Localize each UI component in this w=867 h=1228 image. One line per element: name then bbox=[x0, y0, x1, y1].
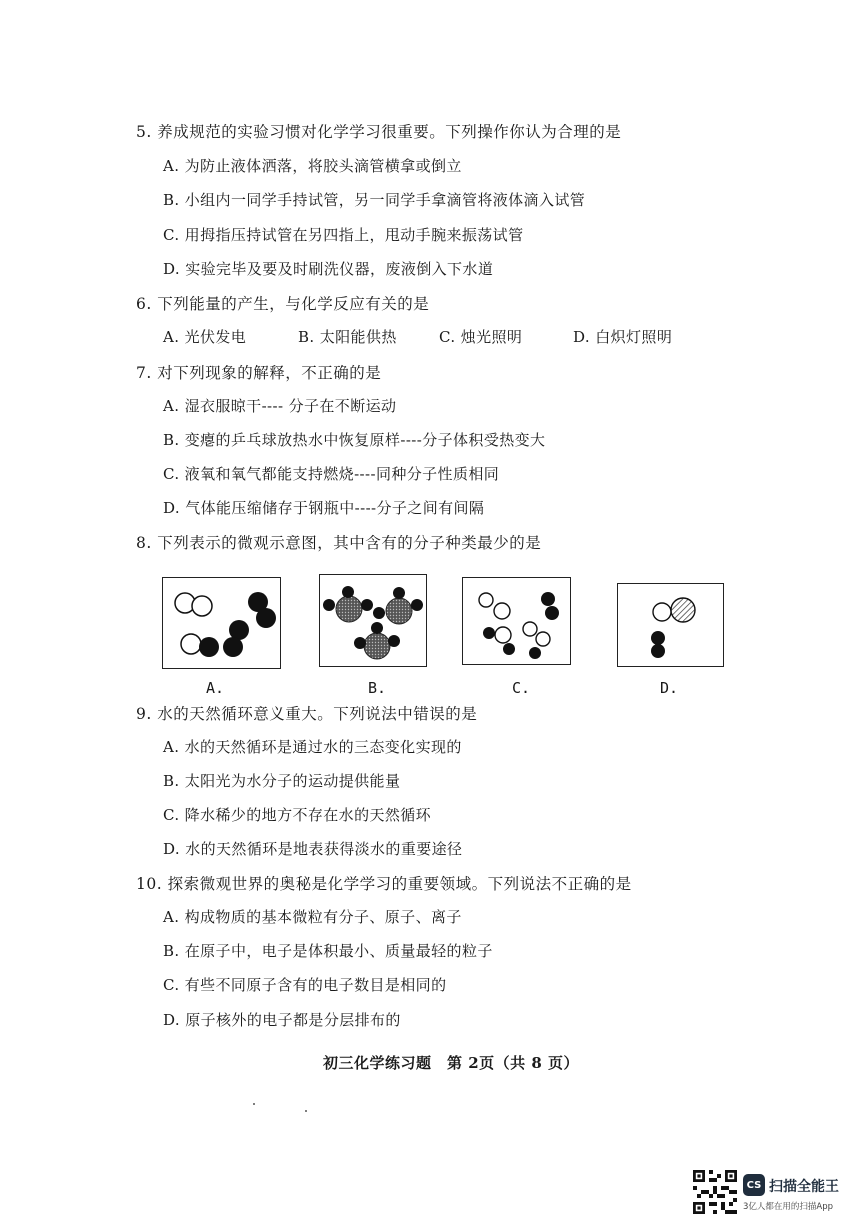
diagram-a-label: A. bbox=[206, 679, 225, 697]
diagram-d-atom-black bbox=[651, 644, 665, 658]
diagram-c-atom-black bbox=[483, 627, 495, 639]
diagram-b-atom-dotted bbox=[386, 598, 412, 624]
diagram-c-atom-white bbox=[479, 593, 493, 607]
diagram-c-atom-black bbox=[529, 647, 541, 659]
diagram-c-molecules bbox=[463, 578, 570, 664]
diagram-c-atom-white bbox=[523, 622, 537, 636]
question-5-option-a: A. 为防止液体洒落，将胶头滴管横拿或倒立 bbox=[163, 157, 462, 175]
diagram-b-atom-dotted bbox=[364, 633, 390, 659]
question-7-option-b: B. 变瘪的乒乓球放热水中恢复原样----分子体积受热变大 bbox=[163, 431, 546, 449]
question-10-stem: 10. 探索微观世界的奥秘是化学学习的重要领域。下列说法不正确的是 bbox=[136, 875, 632, 893]
scanner-brand-name: 扫描全能王 bbox=[769, 1179, 839, 1195]
diagram-a-atom-black bbox=[223, 637, 243, 657]
diagram-a-atom-white bbox=[192, 596, 212, 616]
question-6-option-a: A. 光伏发电 bbox=[163, 328, 247, 346]
diagram-b-box bbox=[319, 574, 427, 667]
question-6-stem: 6. 下列能量的产生，与化学反应有关的是 bbox=[136, 295, 430, 313]
question-9-option-b: B. 太阳光为水分子的运动提供能量 bbox=[163, 772, 401, 790]
scanner-tagline: 3亿人都在用的扫描App bbox=[743, 1202, 834, 1212]
diagram-b-atom-black bbox=[342, 586, 354, 598]
scanner-watermark bbox=[693, 1170, 859, 1220]
diagram-a-atom-white bbox=[181, 634, 201, 654]
diagram-c-atom-white bbox=[494, 603, 510, 619]
diagram-c-atom-black bbox=[503, 643, 515, 655]
diagram-b-atom-black bbox=[354, 637, 366, 649]
diagram-b-atom-black bbox=[388, 635, 400, 647]
diagram-b-atom-black bbox=[371, 622, 383, 634]
diagram-a-box bbox=[162, 577, 281, 669]
question-7-option-a: A. 湿衣服晾干---- 分子在不断运动 bbox=[163, 397, 397, 415]
diagram-d-label: D. bbox=[660, 679, 679, 697]
diagram-b-atom-black bbox=[361, 599, 373, 611]
diagram-b-atom-black bbox=[323, 599, 335, 611]
page-footer: 初三化学练习题 第 2页（共 8 页） bbox=[323, 1054, 580, 1072]
question-7-option-d: D. 气体能压缩储存于钢瓶中----分子之间有间隔 bbox=[163, 499, 485, 517]
diagram-d-atom-black bbox=[651, 631, 665, 645]
question-5-stem: 5. 养成规范的实验习惯对化学学习很重要。下列操作你认为合理的是 bbox=[136, 123, 622, 141]
diagram-a-molecules bbox=[163, 578, 280, 668]
question-9-stem: 9. 水的天然循环意义重大。下列说法中错误的是 bbox=[136, 705, 478, 723]
question-6-option-c: C. 烛光照明 bbox=[439, 328, 523, 346]
question-7-stem: 7. 对下列现象的解释，不正确的是 bbox=[136, 364, 382, 382]
diagram-a-atom-black bbox=[199, 637, 219, 657]
diagram-a-atom-black bbox=[229, 620, 249, 640]
diagram-d-atom-white bbox=[653, 603, 671, 621]
diagram-b-label: B. bbox=[368, 679, 387, 697]
diagram-b-atom-black bbox=[393, 587, 405, 599]
diagram-b-molecules bbox=[320, 575, 426, 666]
diagram-c-atom-white bbox=[536, 632, 550, 646]
diagram-c-box bbox=[462, 577, 571, 665]
diagram-b-atom-black bbox=[411, 599, 423, 611]
question-10-option-c: C. 有些不同原子含有的电子数目是相同的 bbox=[163, 976, 447, 994]
question-6-option-d: D. 白炽灯照明 bbox=[573, 328, 673, 346]
question-9-option-a: A. 水的天然循环是通过水的三态变化实现的 bbox=[163, 738, 462, 756]
question-10-option-b: B. 在原子中，电子是体积最小、质量最轻的粒子 bbox=[163, 942, 493, 960]
diagram-d-atom-hatched bbox=[671, 598, 695, 622]
diagram-c-label: C. bbox=[512, 679, 531, 697]
question-5-option-c: C. 用拇指压持试管在另四指上，甩动手腕来振荡试管 bbox=[163, 226, 524, 244]
diagram-c-atom-black bbox=[545, 606, 559, 620]
scan-speck bbox=[253, 1103, 255, 1105]
question-6-option-b: B. 太阳能供热 bbox=[298, 328, 397, 346]
question-10-option-a: A. 构成物质的基本微粒有分子、原子、离子 bbox=[163, 908, 462, 926]
diagram-b-atom-black bbox=[373, 607, 385, 619]
diagram-c-atom-black bbox=[541, 592, 555, 606]
diagram-b-atom-dotted bbox=[336, 596, 362, 622]
question-10-option-d: D. 原子核外的电子都是分层排布的 bbox=[163, 1011, 401, 1029]
question-8-stem: 8. 下列表示的微观示意图，其中含有的分子种类最少的是 bbox=[136, 534, 542, 552]
qr-code-icon bbox=[693, 1170, 737, 1214]
question-5-option-d: D. 实验完毕及要及时刷洗仪器，废液倒入下水道 bbox=[163, 260, 494, 278]
diagram-d-box bbox=[617, 583, 724, 667]
question-7-option-c: C. 液氧和氧气都能支持燃烧----同种分子性质相同 bbox=[163, 465, 500, 483]
question-9-option-d: D. 水的天然循环是地表获得淡水的重要途径 bbox=[163, 840, 463, 858]
diagram-d-molecules bbox=[618, 584, 723, 666]
question-5-option-b: B. 小组内一同学手持试管，另一同学手拿滴管将液体滴入试管 bbox=[163, 191, 586, 209]
question-9-option-c: C. 降水稀少的地方不存在水的天然循环 bbox=[163, 806, 432, 824]
diagram-a-atom-black bbox=[256, 608, 276, 628]
camscanner-logo-icon: CS bbox=[743, 1174, 765, 1196]
diagram-c-atom-white bbox=[495, 627, 511, 643]
scan-speck bbox=[305, 1110, 307, 1112]
